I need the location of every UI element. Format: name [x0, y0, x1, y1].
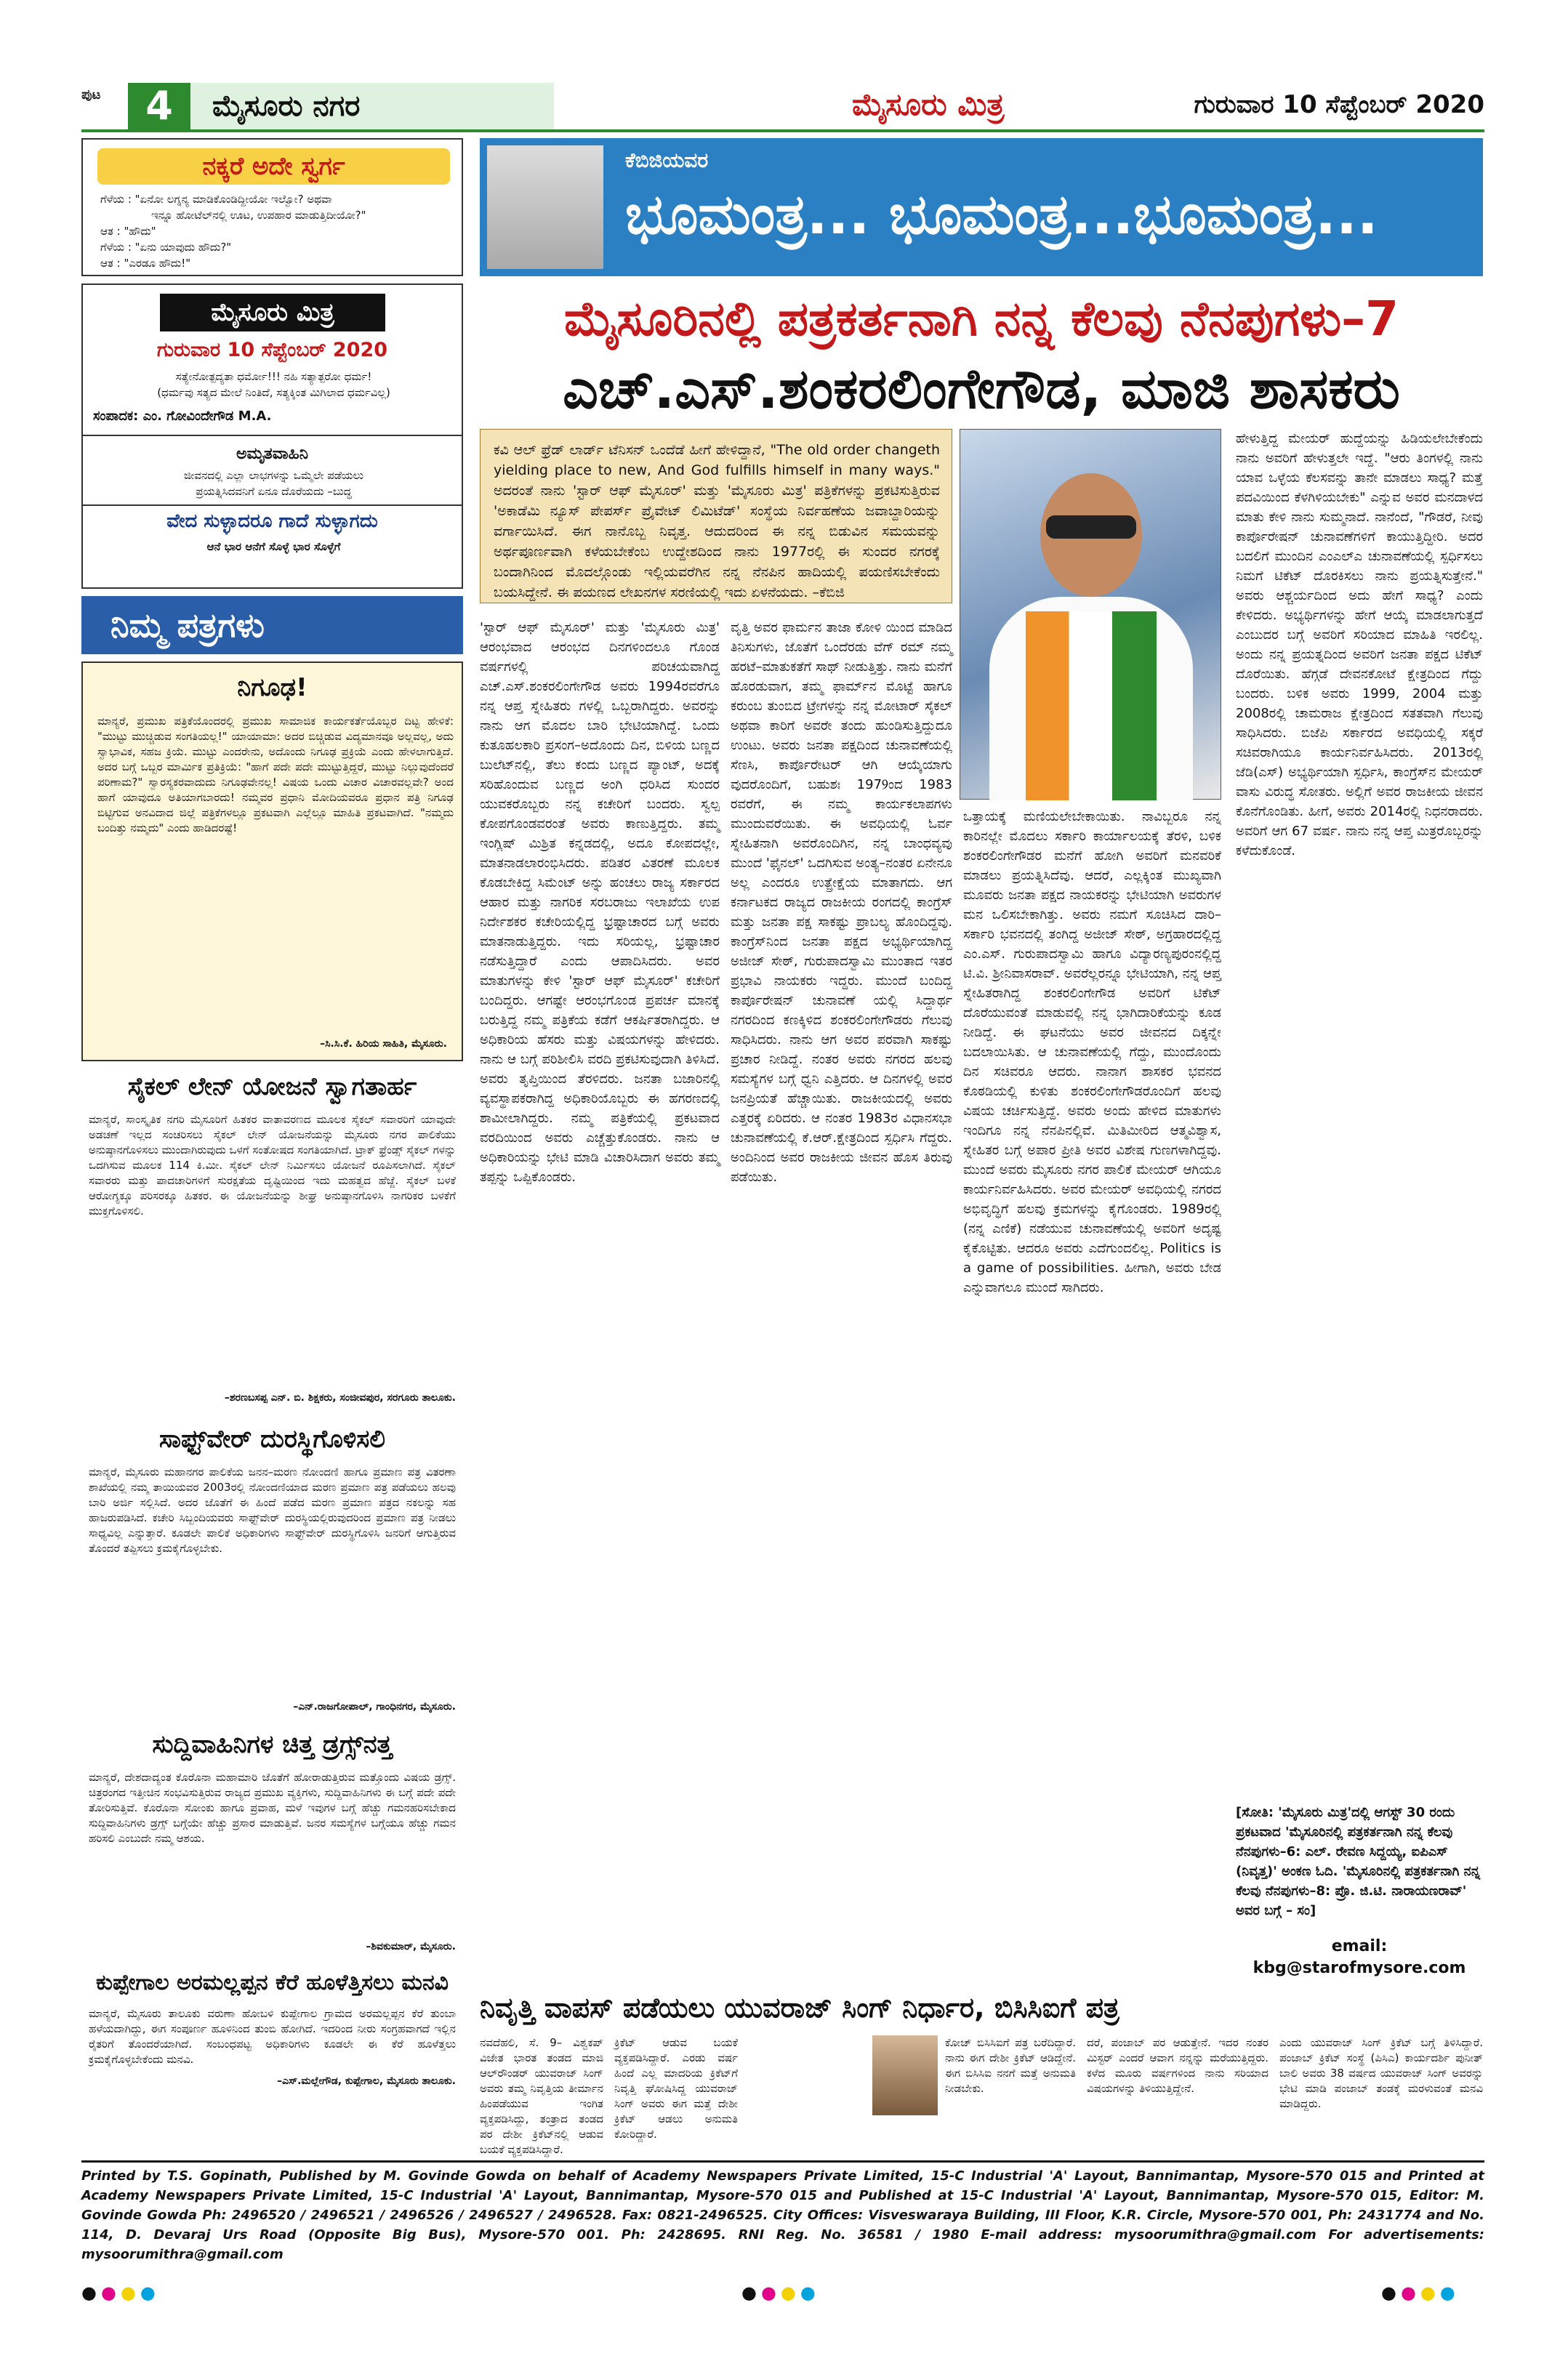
proverb-title: ವೇದ ಸುಳ್ಳಾದರೂ ಗಾದೆ ಸುಳ್ಳಾಗದು: [166, 510, 378, 532]
joke-line: ಆತ : "ಹೌದು": [100, 225, 156, 238]
page-number: 4: [128, 83, 190, 129]
page-header: [81, 83, 1484, 128]
letter-signature: –ಶಿವಕುಮಾರ್, ಮೈಸೂರು.: [366, 1941, 456, 1952]
news-headline: ನಿವೃತ್ತಿ ವಾಪಸ್ ಪಡೆಯಲು ಯುವರಾಜ್ ಸಿಂಗ್ ನಿರ್ಧಾರ, ಬಿಸಿಸಿಐಗೆ ಪತ್ರ: [480, 1992, 1119, 2024]
columnist-photo: [487, 145, 603, 269]
amrita-text: ಜೀವನದಲ್ಲಿ ಎಲ್ಲಾ ಲಾಭಗಳನ್ನು ಒಮ್ಮೆಲೇ ಪಡೆಯಲು: [183, 469, 364, 482]
header-date: ಗುರುವಾರ 10 ಸೆಪ್ಟೆಂಬರ್ 2020: [1194, 90, 1484, 119]
registration-marks: ●●●●: [1381, 2282, 1460, 2303]
letter-title: ನಿಗೂಢ!: [237, 673, 307, 702]
joke-line: ಗೆಳೆಯ : "ಏನೋ ಲಗ್ನನ್ಯ ಮಾಡಿಕೊಂಡಿದ್ದೀಯೋ ಇಲ್ವೋ? ಅಥವಾ: [100, 193, 332, 206]
letter-body: ಮಾನ್ಯರೆ, ಪ್ರಮುಖ ಪತ್ರಿಕೆಯೊಂದರಲ್ಲಿ ಪ್ರಮುಖ ಸಾಮಾಜಿಕ ಕಾರ್ಯಕರ್ತೆಯೊಬ್ಬರ ದಿಟ್ಟ ಹೇಳಿಕೆ: "ಮುಟ್ಟು ಮುಚ್ಚಿಡುವ ಸಂಗತಿಯಲ್ಲ!" ಯಾಯಾಮಾ: ಅದರ ಬಿಚ್ಚಿಡುವ ವಿದ್ಯಮಾನವೂ ಅಲ್ಲವಲ್ಲ, ಅದು ಸ್ವಾಭಾವಿಕ, ಸಹಜ ಕ್ರಿಯೆ. ಮುಟ್ಟು ಎಂದರೇನು, ಅದೊಂದು ನಿಗೂಢ ಪ್ರಕ್ರಿಯೆ ಎಂದು ಹೇಳಲಾಗುತ್ತಿದೆ. ಅದರ ಬಗ್ಗೆ ಒಬ್ಬರ ಮಾರ್ಮಿಕ ಪ್ರತಿಕ್ರಿಯೆ: "ಹಾಗೆ ಪದೇ ಪದೇ ಮುಟ್ಟುತ್ತಿದ್ದರೆ, ಮುಟ್ಟು ನಿಲ್ಲುವುದೆಂದರೆ ಪರಿಣಾಮ?" ಸ್ವಾರಸ್ಯಕರವಾದುದು ನಿಗೂಢವೇನಲ್ಲ! ವಿಷಯ ಒಂದು ವಿಚಾರ ವಿಚಾರವಲ್ಲವೇ? ಅಂದ ಹಾಗೆ ಯಾವುದೂ ಅತಿಯಾಗಬಾರದು! ನಮ್ಮವರ ಪ್ರಧಾನಿ ಮೋದಿಯವರೂ ಪ್ರಧಾನ ಪತ್ರಿ ನಿಗೂಢ ಬಿಟ್ಟಿಗುವ ಅನವಿದಾದ ಜಿಲ್ಲೆ ಪತ್ರಿಕೆಗಳಲ್ಲೂ ಪ್ರಕಟವಾಗಿ ಎಲ್ಲೆಲ್ಲೂ ಮಾಹಿತಿ ಪ್ರಕಟವಾಗಿದೆ. "ನಮ್ಮದು ಬಂದಿತ್ತು ನಮ್ಮದು" ಎಂದು ಹಾಡಿದರಷ್ಟೆ!: [97, 715, 454, 834]
letter-body: ಮಾನ್ಯರೆ, ಮೈಸೂರು ಮಹಾನಗರ ಪಾಲಿಕೆಯ ಜನನ–ಮರಣ ನೋಂದಣಿ ಹಾಗೂ ಪ್ರಮಾಣ ಪತ್ರ ವಿತರಣಾ ಶಾಖೆಯಲ್ಲಿ ನಮ್ಮ ತಾಯಿಯವರ 2003ರಲ್ಲಿ ನೋಂದಣಿಯಾದ ಮರಣ ಪ್ರಮಾಣ ಪತ್ರ ಪಡೆಯಲು ಹಲವು ಬಾರಿ ಅರ್ಜಿ ಸಲ್ಲಿಸಿದೆ. ಅದರ ಜೊತೆಗೆ ಈ ಹಿಂದೆ ಪಡೆದ ಮರಣ ಪ್ರಮಾಣ ಪತ್ರದ ನಕಲನ್ನು ಸಹ ಹಾಜರುಪಡಿಸಿದೆ. ಕಚೇರಿ ಸಿಬ್ಬಂದಿಯವರು ಸಾಫ್ಟ್‌ವೇರ್ ದುರಸ್ಥಿಯಲ್ಲಿರುವುದರಿಂದ ಪ್ರಮಾಣ ಪತ್ರ ನೀಡಲು ಸಾಧ್ಯವಿಲ್ಲ ಎನ್ನುತ್ತಾರೆ. ಕೂಡಲೇ ಪಾಲಿಕೆ ಅಧಿಕಾರಿಗಳು ಸಾಫ್ಟ್‌ವೇರ್ ದುರಸ್ಥಿಗೊಳಿಸಿ ಜನರಿಗೆ ಆಗುತ್ತಿರುವ ತೊಂದರೆ ತಪ್ಪಿಸಲು ಕ್ರಮಕೈಗೊಳ್ಳಬೇಕು.: [89, 1465, 456, 1555]
imprint-line: Printed by T.S. Gopinath, Published by M. Govinde Gowda on behalf of Academy Newspapers Private Limited, 15-C Industrial 'A' Layout, Bannimantap, Mysore-570 015 and Printed at Academy Newspapers Private Limited, 15-C Industrial 'A' Layout, Bannimantap, Mysore-570 015 and Published at 15-C Industrial 'A' Layout, Bannimantap, Mysore-570 015, Editor: M. Govinde Gowda Ph: 2496520 / 2496521 / 2496526 / 2496527 / 2496528. Fax: 0821-2496525. City Offices: Visveswaraya Building, III Floor, K.R. Circle, Mysore-570 001, Ph: 2431774 and No. 114, D. Devaraj Urs Road (Opposite Big Bus), Mysore-570 001. Ph: 2428695. RNI Reg. No. 36581 / 1980 E-mail address: mysoorumithra@gmail.com For advertisements: mysoorumithra@gmail.com: [81, 2168, 1484, 2262]
divider: [83, 504, 462, 506]
news-column: ದರೆ, ಪಂಜಾಬ್ ಪರ ಆಡುತ್ತೇನೆ. ಇದರ ನಂತರ ಮಿಸ್ಟರ್ ಎಂದರೆ ಆವಾಗ ನನ್ನನ್ನು ಮರೆಯುತ್ತಿದ್ದರು. ಕಳೆದ ಮೂರು ವರ್ಷಗಳಿಂದ ನಾನು ಸರಿಯಾದ ವಿಷಯಗಳನ್ನು ತಿಳಿಯುತ್ತಿದ್ದೇನೆ.: [1087, 2036, 1269, 2095]
registration-marks: ●●●●: [81, 2282, 160, 2303]
portrait-photo: [960, 429, 1221, 800]
masthead-name: ಮೈಸೂರು ಮಿತ್ರ: [160, 294, 385, 331]
intro-box: [480, 429, 952, 603]
letter-signature: –ಸಿ.ಸಿ.ಕೆ. ಹಿರಿಯ ಸಾಹಿತಿ, ಮೈಸೂರು.: [320, 1038, 447, 1050]
article-headline: ಮೈಸೂರಿನಲ್ಲಿ ಪತ್ರಕರ್ತನಾಗಿ ನನ್ನ ಕೆಲವು ನೆನಪುಗಳು–7: [563, 291, 1399, 347]
joke-line: ಗೆಳೆಯ : "ಏನು ಯಾವುದು ಹೌದು?": [100, 241, 232, 254]
portrait-scarf: [1026, 611, 1157, 800]
letter-body: ಮಾನ್ಯರೆ, ಮೈಸೂರು ತಾಲೂಕು ವರುಣಾ ಹೋಬಳಿ ಕುಪ್ಪೇಗಾಲ ಗ್ರಾಮದ ಅರಮಲ್ಲಪ್ಪನ ಕೆರೆ ತುಂಬಾ ಹಳೆಯದಾಗಿದ್ದು, ಈಗ ಸಂಪೂರ್ಣ ಹೂಳಿನಿಂದ ತುಂಬಿ ಹೋಗಿದೆ. ಇದರಿಂದ ನೀರು ಸಂಗ್ರಹವಾಗದೆ ಇಲ್ಲಿನ ರೈತರಿಗೆ ತೊಂದರೆಯಾಗಿದೆ. ಸಂಬಂಧಪಟ್ಟ ಅಧಿಕಾರಿಗಳು ಕೂಡಲೇ ಈ ಕೆರೆ ಹೂಳೆತ್ತಲು ಕ್ರಮಕೈಗೊಳ್ಳಬೇಕೆಂದು ಮನವಿ.: [89, 2007, 456, 2066]
letter-title: ಸುದ್ದಿವಾಹಿನಿಗಳ ಚಿತ್ತ ಡ್ರಗ್ಸ್‌ನತ್ತ: [152, 1730, 393, 1759]
news-column: ಕೋಚ್ ಬಿಸಿಸಿಐಗೆ ಪತ್ರ ಬರೆದಿದ್ದಾರೆ. ನಾನು ಈಗ ದೇಶೀ ಕ್ರಿಕೆಟ್ ಆಡಿದ್ದೇನೆ. ಈಗ ಬಿಸಿಸಿಐ ನನಗೆ ಮತ್ತೆ ಅನುಮತಿ ನೀಡಬೇಕು.: [945, 2036, 1076, 2095]
proverb-text: ಆನೆ ಭಾರ ಆನೆಗೆ ಸೊಳ್ಳೆ ಭಾರ ಸೊಳ್ಳೆಗೆ: [206, 540, 341, 553]
masthead-motto: ಸತ್ಯೇನೋತ್ಪದ್ಯತಾ ಧರ್ಮೋ!!! ನಹಿ ಸತ್ಯಾತ್ಪರೋ ಧರ್ಮ!: [175, 370, 372, 383]
news-column: ನವದೆಹಲಿ, ಸೆ. 9– ವಿಶ್ವಕಪ್ ವಿಜೇತ ಭಾರತ ತಂಡದ ಮಾಜಿ ಆಲ್‌ರೌಂಡರ್ ಯುವರಾಜ್ ಸಿಂಗ್ ಅವರು ತಮ್ಮ ನಿವೃತ್ತಿಯ ತೀರ್ಮಾನ ಹಿಂಪಡೆಯುವ ಇಂಗಿತ ವ್ಯಕ್ತಪಡಿಸಿದ್ದು, ತಂತ್ರಾದ ತಂಡದ ಪರ ದೇಶೀ ಕ್ರಿಕೆಟ್‌ನಲ್ಲಿ ಆಡುವ ಬಯಕೆ ವ್ಯಕ್ತಪಡಿಸಿದ್ದಾರೆ.: [480, 2036, 603, 2156]
joke-line: ಇನ್ನೂ ಹೋಟೆಲ್‌ನಲ್ಲಿ ಊಟ, ಉಪಹಾರ ಮಾಡುತ್ತಿದೀಯೋ?": [151, 209, 366, 222]
article-column-1: 'ಸ್ಟಾರ್ ಆಫ್ ಮೈಸೂರ್' ಮತ್ತು 'ಮೈಸೂರು ಮಿತ್ರ' ಆರಂಭವಾದ ಆರಂಭದ ದಿನಗಳಿಂದಲೂ ಗೊಂಡ ವರ್ಷಗಳಲ್ಲಿ ಪರಿಚಯವಾಗಿದ್ದ ಎಚ್.ಎಸ್.ಶಂಕರಲಿಂಗೇಗೌಡ ಅವರು 1994ರವರೆಗೂ ನನ್ನ ಆಪ್ತ ಸ್ನೇಹಿತರು ಗಳಲ್ಲಿ ಒಬ್ಬರಾಗಿದ್ದರು. ಅವರನ್ನು ನಾನು ಆಗ ಮೊದಲ ಬಾರಿ ಭೇಟಿಯಾಗಿದ್ದೆ. ಒಂದು ಕುತೂಹಲಕಾರಿ ಪ್ರಸಂಗ–ಅದೊಂದು ದಿನ, ಬಿಳಿಯ ಬಣ್ಣದ ಬುಲೆಟ್‌ನಲ್ಲಿ, ತೆಲು ಕಂದು ಬಣ್ಣದ ಪ್ಯಾಂಟ್, ಅದಕ್ಕೆ ಸರಿಹೊಂದುವ ಬಣ್ಣದ ಅಂಗಿ ಧರಿಸಿದ ಸುಂದರ ಯುವಕರೊಬ್ಬರು ನನ್ನ ಕಚೇರಿಗೆ ಬಂದರು. ಸ್ವಲ್ಪ ಕೋಪಗೊಂಡವರಂತೆ ಅವರು ಕಾಣುತ್ತಿದ್ದರು. ತಮ್ಮ ಇಂಗ್ಲಿಷ್ ಮಿಶ್ರಿತ ಕನ್ನಡದಲ್ಲಿ, ಅದೂ ಕೋಪದಲ್ಲೇ, ಮಾತನಾಡಲಾರಂಭಿಸಿದರು. ಪಡಿತರ ವಿತರಣೆ ಮೂಲಕ ಕೊಡಬೇಕಿದ್ದ ಸಿಮೆಂಟ್ ಅನ್ನು ಹಂಚಲು ರಾಜ್ಯ ಸರ್ಕಾರದ ಆಹಾರ ಮತ್ತು ನಾಗರಿಕ ಸರಬರಾಜು ಇಲಾಖೆಯ ಉಪ ನಿರ್ದೇಶಕರ ಕಚೇರಿಯಲ್ಲಿದ್ದ ಭ್ರಷ್ಟಾಚಾರದ ಬಗ್ಗೆ ಅವರು ಮಾತನಾಡುತ್ತಿದ್ದರು. ಇದು ಸರಿಯಲ್ಲ, ಭ್ರಷ್ಟಾಚಾರ ನಡೆಸುತ್ತಿದ್ದಾರೆ ಎಂದು ಆಪಾದಿಸಿದರು. ಅವರ ಮಾತುಗಳನ್ನು ಕೇಳಿ 'ಸ್ಟಾರ್ ಆಫ್ ಮೈಸೂರ್' ಕಚೇರಿಗೆ ಬಂದಿದ್ದರು. ಆಗಷ್ಟೇ ಆರಂಭಗೊಂಡ ಪ್ರಪರ್ಚ ಮಾನಕ್ಕೆ ಬರುತ್ತಿದ್ದ ನಮ್ಮ ಪತ್ರಿಕೆಯ ಕಡೆಗೆ ಆಕರ್ಷಿತರಾಗಿದ್ದರು. ಆ ಅಧಿಕಾರಿಯ ಹೆಸರು ಮತ್ತು ವಿಷಯಗಳನ್ನು ಹೇಳಿದರು. ನಾನು ಆ ಬಗ್ಗೆ ಪರಿಶೀಲಿಸಿ ವರದಿ ಪ್ರಕಟಿಸುವುದಾಗಿ ತಿಳಿಸಿದೆ. ಅವರು ತೃಪ್ತಿಯಿಂದ ತೆರಳಿದರು. ಜನತಾ ಬಜಾರಿನಲ್ಲಿ ವ್ಯವಸ್ಥಾಪಕರಾಗಿದ್ದ ಅಧಿಕಾರಿಯೊಬ್ಬರು ಈ ಹಗರಣದಲ್ಲಿ ಶಾಮೀಲಾಗಿದ್ದರು. ನಮ್ಮ ಪತ್ರಿಕೆಯಲ್ಲಿ ಪ್ರಕಟವಾದ ವರದಿಯಿಂದ ಅವರು ಎಚ್ಚೆತ್ತುಕೊಂಡರು. ನಾನು ಆ ಅಧಿಕಾರಿಯನ್ನು ಭೇಟಿ ಮಾಡಿ ವಿಚಾರಿಸಿದಾಗ ಅವರು ತಮ್ಮ ತಪ್ಪನ್ನು ಒಪ್ಪಿಕೊಂಡರು.: [480, 620, 720, 1185]
portrait-glasses: [1046, 515, 1136, 539]
editor-line: ಸಂಪಾದಕ: ಎಂ. ಗೋವಿಂದೇಗೌಡ M.A.: [93, 409, 272, 424]
letter-body: ಮಾನ್ಯರೆ, ಸಾಂಸ್ಕೃತಿಕ ನಗರಿ ಮೈಸೂರಿಗೆ ಹಿತಕರ ವಾತಾವರಣದ ಮೂಲಕ ಸೈಕಲ್ ಸವಾರರಿಗೆ ಯಾವುದೇ ಅಡಚಣೆ ಇಲ್ಲದ ಸಂಚರಿಸಲು ಸೈಕಲ್ ಲೇನ್ ಯೋಜನೆಯನ್ನು ಮೈಸೂರು ನಗರ ಪಾಲಿಕೆಯು ಅನುಷ್ಠಾನಗೊಳಿಸಲು ಮುಂದಾಗಿರುವುದು ಒಳಗೆ ಸಂತೋಷದ ಸಂಗತಿಯಾಗಿದೆ. ಟ್ರಾಕ್ ಫ್ರೆಂಡ್ಸ್ ಸೈಕಲ್ ಗಳನ್ನು ಒದಗಿಸುವ ಮೂಲಕ 114 ಕಿ.ಮೀ. ಸೈಕಲ್ ಲೇನ್ ನಿರ್ಮಿಸಲು ಯೋಜನೆ ರೂಪಿಸಲಾಗಿದೆ. ಸೈಕಲ್ ಸವಾರರು ಮತ್ತು ಪಾದಚಾರಿಗಳಿಗೆ ಸುರಕ್ಷತೆಯ ದೃಷ್ಟಿಯಿಂದ ಇದು ಮಹತ್ವದ ಹೆಜ್ಜೆ. ಸೈಕಲ್ ಬಳಕೆ ಆರೋಗ್ಯಕ್ಕೂ ಪರಿಸರಕ್ಕೂ ಹಿತಕರ. ಈ ಯೋಜನೆಯನ್ನು ಶೀಘ್ರ ಅನುಷ್ಠಾನಗೊಳಿಸಿ ನಾಗರಿಕರ ಬಳಕೆಗೆ ಮುಕ್ತಗೊಳಿಸಲಿ.: [89, 1113, 456, 1218]
letter-signature: –ಎಸ್.ಮಲ್ಲೇಗೌಡ, ಕುಪ್ಪೇಗಾಲ, ಮೈಸೂರು ತಾಲೂಕು.: [277, 2075, 456, 2087]
letter-box: [81, 661, 463, 1061]
email-label: email:: [1331, 1937, 1388, 1955]
masthead-box: [81, 283, 463, 589]
amrita-text: ಪ್ರಯತ್ನಿಸಿದವನಿಗೆ ಏನೂ ದೊರೆಯದು –ಬುದ್ಧ: [196, 485, 352, 498]
article-column-2: ವೃತ್ತಿ ಅವರ ಫಾರ್ಮನ ತಾಜಾ ಕೋಳಿ ಯಿಂದ ಮಾಡಿದ ತಿನಿಸುಗಳು, ಜೊತೆಗೆ ಒಂದೆರಡು ವೆಗ್ ರಮ್ ನಮ್ಮ ಹರಟೆ–ಮಾತುಕತೆಗೆ ಸಾಥ್ ನೀಡುತ್ತಿತ್ತು. ನಾನು ಮನೆಗೆ ಹೊರಡುವಾಗ, ತಮ್ಮ ಫಾರ್ಮ್‌ನ ಮೊಟ್ಟೆ ಹಾಗೂ ಕರುಂಬ ತುಂಬಿದ ಟ್ರೇಗಳನ್ನು ನನ್ನ ಮೋಟಾರ್ ಸೈಕಲ್ ಅಥವಾ ಕಾರಿಗೆ ಅವರೇ ತಂದು ಹುಂಡಿಸುತ್ತಿದ್ದುದೂ ಉಂಟು. ಅವರು ಜನತಾ ಪಕ್ಷದಿಂದ ಚುನಾವಣೆಯಲ್ಲಿ ಸೆಣಸಿ, ಕಾರ್ಪೊರೇಟರ್ ಆಗಿ ಆಯ್ಕೆಯಾಗು ವುದರೊಂದಿಗೆ, ಬಹುಶಃ 1979ಂದ 1983 ರವರೆಗೆ, ಈ ನಮ್ಮ ಕಾರ್ಯಕಲಾಪಗಳು ಮುಂದುವರೆಯಿತು. ಈ ಅವಧಿಯಲ್ಲಿ ಓರ್ವ ಸ್ನೇಹಿತನಾಗಿ ಅವರೊಂದಿಗಿನ, ನನ್ನ ಬಾಂಧವ್ಯವು ಮುಂದೆ 'ಫೈನಲ್' ಒದಗಿಸುವ ಅಂತ್ಯ–ನಂತರ ಏನೇನೂ ಅಲ್ಲ ಎಂದರೂ ಉತ್ಪ್ರೇಕ್ಷೆಯ ಮಾತಾಗದು. ಆಗ ಕರ್ನಾಟಕದ ರಾಜ್ಯದ ರಾಜಕೀಯ ರಂಗದಲ್ಲಿ ಕಾಂಗ್ರೆಸ್ ಮತ್ತು ಜನತಾ ಪಕ್ಷ ಸಾಕಷ್ಟು ಪ್ರಾಬಲ್ಯ ಹೊಂದಿದ್ದವು. ಕಾಂಗ್ರೆಸ್‌ನಿಂದ ಜನತಾ ಪಕ್ಷದ ಅಭ್ಯರ್ಥಿಯಾಗಿದ್ದ ಅಜೀಜ್ ಸೇಠ್, ಗುರುಪಾದಸ್ವಾಮಿ ಮುಂತಾದ ಇತರ ಪ್ರಭಾವಿ ನಾಯಕರು ಇದ್ದರು. ಮುಂದೆ ಬಂದಿದ್ದ ಕಾರ್ಪೊರೇಷನ್ ಚುನಾವಣೆ ಯಲ್ಲಿ ಸಿದ್ದಾರ್ಥ ನಗರದಿಂದ ಕಣಕ್ಕಿಳಿದ ಶಂಕರಲಿಂಗೇಗೌಡರು ಗೆಲುವು ಸಾಧಿಸಿದರು. ನಾನು ಆಗ ಅವರ ಪರವಾಗಿ ಸಾಕಷ್ಟು ಪ್ರಚಾರ ನೀಡಿದ್ದೆ. ನಂತರ ಅವರು ನಗರದ ಹಲವು ಸಮಸ್ಯೆಗಳ ಬಗ್ಗೆ ಧ್ವನಿ ಎತ್ತಿದರು. ಆ ದಿನಗಳಲ್ಲಿ ಅವರ ಜನಪ್ರಿಯತೆ ಹೆಚ್ಚಾಯಿತು. ರಾಜಕೀಯದಲ್ಲಿ ಅವರು ಎತ್ತರಕ್ಕೆ ಏರಿದರು. ಆ ನಂತರ 1983ರ ವಿಧಾನಸಭಾ ಚುನಾವಣೆಯಲ್ಲಿ ಕೆ.ಆರ್.ಕ್ಷೇತ್ರದಿಂದ ಸ್ಪರ್ಧಿಸಿ ಗೆದ್ದರು. ಅಂದಿನಿಂದ ಅವರ ರಾಜಕೀಯ ಜೀವನ ಹೊಸ ತಿರುವು ಪಡೆಯಿತು.: [731, 620, 952, 1185]
letter-signature: –ಎನ್.ರಾಜಗೋಪಾಲ್, ಗಾಂಧಿನಗರ, ಮೈಸೂರು.: [293, 1701, 456, 1713]
article-subheadline: ಎಚ್.ಎಸ್.ಶಂಕರಲಿಂಗೇಗೌಡ, ಮಾಜಿ ಶಾಸಕರು: [563, 356, 1400, 421]
column-kicker: ಕೆಬಿಜಿಯವರ: [625, 148, 709, 172]
article-column-4: ಹೇಳುತ್ತಿದ್ದ ಮೇಯರ್ ಹುದ್ದೆಯನ್ನು ಹಿಡಿಯಲೇಬೇಕೆಂದು ನಾನು ಅವರಿಗೆ ಹೇಳುತ್ತಲೇ ಇದ್ದೆ. "ಆರು ತಿಂಗಳಲ್ಲಿ ನಾನು ಯಾವ ಒಳ್ಳೆಯ ಕೆಲಸವನ್ನು ತಾನೇ ಮಾಡಲು ಸಾಧ್ಯ? ಮತ್ತೆ ಪದವಿಯಿಂದ ಕೆಳಗಿಳಿಯಬೇಕು" ಎನ್ನುವ ಅವರ ಮನದಾಳದ ಮಾತು ಕೇಳಿ ನಾನು ಸುಮ್ಮನಾದೆ. ನಾನೆಂದೆ, "ಗೌಡರೆ, ನೀವು ಕಾರ್ಪೊರೇಷನ್ ಚುನಾವಣೆಗಳಿಗೆ ಕಾಯುತ್ತಿದ್ದೀರಿ. ಅದರ ಬದಲಿಗೆ ಮುಂದಿನ ಎಂಎಲ್ಎ ಚುನಾವಣೆಯಲ್ಲಿ ಸ್ಪರ್ಧಿಸಲು ನಿಮಗೆ ಟಿಕೆಟ್ ದೊರಕಿಸಲು ನಾನು ಪ್ರಯತ್ನಿಸುತ್ತೇನೆ." ಅವರು ಆಶ್ಚರ್ಯದಿಂದ ಅದು ಹೇಗೆ ಸಾಧ್ಯ? ಎಂದು ಕೇಳಿದರು. ಅಭ್ಯರ್ಥಿಗಳನ್ನು ಹೇಗೆ ಆಯ್ಕೆ ಮಾಡಲಾಗುತ್ತದೆ ಎಂಬುದರ ಬಗ್ಗೆ ಅವರಿಗೆ ಸರಿಯಾದ ಮಾಹಿತಿ ಇರಲಿಲ್ಲ. ಅಂದು ನನ್ನ ಪ್ರಯತ್ನದಿಂದ ಅವರಿಗೆ ಜನತಾ ಪಕ್ಷದ ಟಿಕೆಟ್ ದೊರೆಯಿತು. ಹೆಗ್ಗಡೆ ದೇವನಕೋಟೆ ಕ್ಷೇತ್ರದಿಂದ ಗೆದ್ದು ಬಂದರು. ಬಳಿಕ ಅವರು 1999, 2004 ಮತ್ತು 2008ರಲ್ಲಿ ಚಾಮರಾಜ ಕ್ಷೇತ್ರದಿಂದ ಸತತವಾಗಿ ಗೆಲುವು ಸಾಧಿಸಿದರು. ಬಿಜೆಪಿ ಸರ್ಕಾರದ ಅವಧಿಯಲ್ಲಿ ಸಕ್ಕರೆ ಸಚಿವರಾಗಿಯೂ ಕಾರ್ಯನಿರ್ವಹಿಸಿದರು. 2013ರಲ್ಲಿ ಜೆಡಿ(ಎಸ್) ಅಭ್ಯರ್ಥಿಯಾಗಿ ಸ್ಪರ್ಧಿಸಿ, ಕಾಂಗ್ರೆಸ್‌ನ ಮೇಯರ್ ವಾಸು ವಿರುದ್ಧ ಸೋತರು. ಅಲ್ಲಿಗೆ ಅವರ ರಾಜಕೀಯ ಜೀವನ ಕೊನೆಗೊಂಡಿತು. ಹೀಗೆ, ಅವರು 2014ರಲ್ಲಿ ನಿಧನರಾದರು. ಅವರಿಗೆ ಆಗ 67 ವರ್ಷ. ನಾನು ನನ್ನ ಆಪ್ತ ಮಿತ್ರರೊಬ್ಬರನ್ನು ಕಳೆದುಕೊಂಡೆ.: [1236, 431, 1483, 858]
email-link[interactable]: kbg@starofmysore.com: [1253, 1959, 1466, 1977]
imprint-divider: [81, 2160, 1484, 2163]
letter-body: ಮಾನ್ಯರೆ, ದೇಶದಾದ್ಯಂತ ಕೊರೊನಾ ಮಹಾಮಾರಿ ಜೊತೆಗೆ ಹೋರಾಡುತ್ತಿರುವ ಮತ್ತೊಂದು ವಿಷಯ ಡ್ರಗ್ಸ್. ಚಿತ್ರರಂಗದ ಇತ್ತೀಚಿನ ಸಂಭವಿಸುತ್ತಿರುವ ರಾಜ್ಯದ ಪ್ರಮುಖ ವ್ಯಕ್ತಿಗಳು, ಸುದ್ದಿವಾಹಿನಿಗಳು ಈ ಬಗ್ಗೆ ಪದೇ ಪದೇ ತೋರಿಸುತ್ತಿವೆ. ಕೊರೊನಾ ಸೋಂಕು ಹಾಗೂ ಪ್ರವಾಹ, ಮಳೆ ಇವುಗಳ ಬಗ್ಗೆ ಹೆಚ್ಚು ಗಮನಹರಿಸಬೇಕಾದ ಸುದ್ದಿವಾಹಿನಿಗಳು ಡ್ರಗ್ಸ್ ಬಗ್ಗೆಯೇ ಹೆಚ್ಚು ಪ್ರಸಾರ ಮಾಡುತ್ತಿವೆ. ಜನರ ಸಮಸ್ಯೆಗಳ ಬಗ್ಗೆಯೂ ಹೆಚ್ಚು ಗಮನ ಹರಿಸಲಿ ಎಂಬುದೇ ನಮ್ಮ ಆಶಯ.: [89, 1771, 456, 1845]
section-title: ಮೈಸೂರು ನಗರ: [190, 83, 554, 129]
news-photo: [872, 2035, 938, 2115]
header-divider: [81, 129, 1484, 132]
joke-title: ನಕ್ಕರೆ ಅದೇ ಸ್ವರ್ಗ: [97, 148, 450, 185]
article-column-3: ಒತ್ತಾಯಕ್ಕೆ ಮಣಿಯಲೇಬೇಕಾಯಿತು. ನಾವಿಬ್ಬರೂ ನನ್ನ ಕಾರಿನಲ್ಲೇ ಮೊದಲು ಸರ್ಕಾರಿ ಕಾರ್ಯಾಲಯಕ್ಕೆ ತೆರಳಿ, ಬಳಿಕ ಶಂಕರಲಿಂಗೇಗೌಡರ ಮನೆಗೆ ಹೋಗಿ ಅವರಿಗೆ ಮನವರಿಕೆ ಮಾಡಲು ಪ್ರಯತ್ನಿಸಿದೆವು. ಆದರೆ, ಎಲ್ಲಕ್ಕಿಂತ ಮುಖ್ಯವಾಗಿ ಮೂವರು ಜನತಾ ಪಕ್ಷದ ನಾಯಕರನ್ನು ಭೇಟಿಯಾಗಿ ಅವರುಗಳ ಮನ ಒಲಿಸಬೇಕಾಗಿತ್ತು. ಅವರು ನಮಗೆ ಸೂಚಿಸಿದ ದಾರಿ–ಸರ್ಕಾರಿ ಭವನದಲ್ಲಿ ತಂಗಿದ್ದ ಅಜೀಜ್ ಸೇಠ್, ಅಗ್ರಹಾರದಲ್ಲಿದ್ದ ಎಂ.ಎಸ್. ಗುರುಪಾದಸ್ವಾಮಿ ಹಾಗೂ ವಿದ್ಯಾರಣ್ಯಪುರಂನಲ್ಲಿದ್ದ ಟಿ.ವಿ. ಶ್ರೀನಿವಾಸರಾವ್. ಅವರೆಲ್ಲರನ್ನೂ ಭೇಟಿಯಾಗಿ, ನನ್ನ ಆಪ್ತ ಸ್ನೇಹಿತರಾಗಿದ್ದ ಶಂಕರಲಿಂಗೇಗೌಡ ಅವರಿಗೆ ಟಿಕೆಟ್ ದೊರೆಯುವಂತೆ ಮಾಡುವಲ್ಲಿ ನನ್ನ ಭಾಗಿದಾರಿಕೆಯನ್ನು ಕೂಡ ನೀಡಿದ್ದೆ. ಈ ಘಟನೆಯು ಅವರ ಜೀವನದ ದಿಕ್ಕನ್ನೇ ಬದಲಾಯಿಸಿತು. ಆ ಚುನಾವಣೆಯಲ್ಲಿ ಗೆದ್ದು, ಮುಂದೊಂದು ದಿನ ಸಚಿವರೂ ಆದರು. ನಾನಾಗ ಶಾಸಕರ ಭವನದ ಕೊಠಡಿಯಲ್ಲಿ ಕುಳಿತು ಶಂಕರಲಿಂಗೇಗೌಡರೊಂದಿಗೆ ಹಲವು ವಿಷಯ ಚರ್ಚಿಸುತ್ತಿದ್ದೆ. ಅವರು ಅಂದು ಹೇಳಿದ ಮಾತುಗಳು ಇಂದಿಗೂ ನನ್ನ ನೆನಪಿನಲ್ಲಿವೆ. ಮಿತಿಮೀರಿದ ಆತ್ಮವಿಶ್ವಾಸ, ಸ್ನೇಹಿತರ ಬಗ್ಗೆ ಅಪಾರ ಪ್ರೀತಿ ಅವರ ವಿಶೇಷ ಗುಣಗಳಾಗಿದ್ದವು. ಮುಂದೆ ಅವರು ಮೈಸೂರು ನಗರ ಪಾಲಿಕೆ ಮೇಯರ್ ಆಗಿಯೂ ಕಾರ್ಯನಿರ್ವಹಿಸಿದರು. ಅವರ ಮೇಯರ್ ಅವಧಿಯಲ್ಲಿ ನಗರದ ಅಭಿವೃದ್ಧಿಗೆ ಹಲವು ಕ್ರಮಗಳನ್ನು ಕೈಗೊಂಡರು. 1989ರಲ್ಲಿ (ನನ್ನ ಎಣಿಕೆ) ನಡೆಯುವ ಚುನಾವಣೆಯಲ್ಲಿ ಅವರಿಗೆ ಅದೃಷ್ಟ ಕೈಕೊಟ್ಟಿತು. ಆದರೂ ಅವರು ಎದೆಗುಂದಲಿಲ್ಲ. Politics is a game of possibilities. ಹೀಗಾಗಿ, ಅವರು ಬೇಡ ಎನ್ನುವಾಗಲೂ ಮುಂದೆ ಸಾಗಿದರು.: [963, 809, 1221, 1295]
source-note: [ಸೋತಿ: 'ಮೈಸೂರು ಮಿತ್ರ'ದಲ್ಲಿ ಆಗಸ್ಟ್ 30 ರಂದು ಪ್ರಕಟವಾದ 'ಮೈಸೂರಿನಲ್ಲಿ ಪತ್ರಕರ್ತನಾಗಿ ನನ್ನ ಕೆಲವು ನೆನಪುಗಳು–6: ಎಲ್. ರೇವಣ ಸಿದ್ದಯ್ಯ, ಐಪಿಎಸ್ (ನಿವೃತ್ತ)' ಅಂಕಣ ಓದಿ. 'ಮೈಸೂರಿನಲ್ಲಿ ಪತ್ರಕರ್ತನಾಗಿ ನನ್ನ ಕೆಲವು ನೆನಪುಗಳು–8: ಪ್ರೊ. ಜಿ.ಟಿ. ನಾರಾಯಣರಾವ್' ಅವರ ಬಗ್ಗೆ – ಸಂ]: [1236, 1805, 1481, 1918]
masthead-logo: ಮೈಸೂರು ಮಿತ್ರ: [852, 87, 1005, 122]
news-column: ಎಂದು ಯುವರಾಜ್ ಸಿಂಗ್ ಕ್ರಿಕೆಟ್ ಬಗ್ಗೆ ತಿಳಿಸಿದ್ದಾರೆ. ಪಂಜಾಬ್ ಕ್ರಿಕೆಟ್ ಸಂಸ್ಥೆ (ಪಿಸಿಎ) ಕಾರ್ಯದರ್ಶಿ ಪುನೀತ್ ಬಾಲಿ ಅವರು 38 ವರ್ಷದ ಯುವರಾಜ್ ಸಿಂಗ್ ಅವರನ್ನು ಭೇಟಿ ಮಾಡಿ ಪಂಜಾಬ್ ತಂಡಕ್ಕೆ ಮರಳುವಂತೆ ಮನವಿ ಮಾಡಿದ್ದರು.: [1279, 2036, 1483, 2110]
letter-title: ಸಾಫ್ಟ್‌ವೇರ್ ದುರಸ್ಥಿಗೊಳಿಸಲಿ: [158, 1425, 386, 1454]
letter-title: ಕುಪ್ಪೇಗಾಲ ಅರಮಲ್ಲಪ್ಪನ ಕೆರೆ ಹೂಳೆತ್ತಿಸಲು ಮನವಿ: [96, 1970, 449, 1995]
intro-text: ಕವಿ ಆಲ್ ಫ್ರೆಡ್ ಲಾರ್ಡ್ ಟೆನಿಸನ್ ಒಂದೆಡೆ ಹೀಗೆ ಹೇಳಿದ್ದಾನೆ, "The old order changeth yielding place to new, And God fulfills himself in many ways." ಅದರಂತೆ ನಾನು 'ಸ್ಟಾರ್ ಆಫ್ ಮೈಸೂರ್' ಮತ್ತು 'ಮೈಸೂರು ಮಿತ್ರ' ಪತ್ರಿಕೆಗಳನ್ನು ಪ್ರಕಟಿಸುತ್ತಿರುವ 'ಅಕಾಡೆಮಿ ನ್ಯೂಸ್ ಪೇಪರ್ಸ್ ಪ್ರೈವೇಟ್ ಲಿಮಿಟೆಡ್' ಸಂಸ್ಥೆಯ ನಿರ್ವಹಣೆಯ ಜವಾಬ್ದಾರಿಯನ್ನು ವರ್ಗಾಯಿಸಿದೆ. ಈಗ ನಾನೊಬ್ಬ ನಿವೃತ್ತ. ಆದುದರಿಂದ ಈ ನನ್ನ ಬಿಡುವಿನ ಸಮಯವನ್ನು ಅರ್ಥಪೂರ್ಣವಾಗಿ ಕಳೆಯಬೇಕೆಂಬ ಉದ್ದೇಶದಿಂದ ನಾನು 1977ರಲ್ಲಿ ಈ ಸುಂದರ ನಗರಕ್ಕೆ ಬಂದಾಗಿನಿಂದ ಮೊದಲ್ಗೊಂಡು ಇಲ್ಲಿಯವರೆಗಿನ ನನ್ನ ನೆನಪಿನ ಹಾದಿಯಲ್ಲಿ ಪಯಣಿಸಬೇಕೆಂದು ಬಯಸಿದ್ದೇನೆ. ಈ ಪಯಣದ ಲೇಖನಗಳ ಸರಣಿಯಲ್ಲಿ ಇದು ಏಳನೆಯದು. –ಕೆಬಿಜಿ: [494, 442, 940, 600]
page-label: ಪುಟ: [81, 87, 101, 102]
masthead-motto-translation: (ಧರ್ಮವು ಸತ್ಯದ ಮೇಲೆ ನಿಂತಿದೆ, ಸತ್ಯಕ್ಕಿಂತ ಮಿಗಿಲಾದ ಧರ್ಮವಿಲ್ಲ): [157, 386, 390, 399]
joke-box: [81, 138, 463, 276]
amrita-title: ಅಮೃತವಾಹಿನಿ: [236, 445, 308, 463]
masthead-date: ಗುರುವಾರ 10 ಸೆಪ್ಟೆಂಬರ್ 2020: [156, 339, 388, 361]
letters-banner: ನಿಮ್ಮ ಪತ್ರಗಳು: [81, 596, 463, 654]
column-banner: [480, 138, 1483, 276]
registration-marks: ●●●●: [741, 2282, 820, 2303]
letter-signature: –ಶರಣಬಸಪ್ಪ ಎನ್. ಬಿ. ಶಿಕ್ಷಕರು, ಸಂಜೀವಪುರ, ಸರಗೂರು ತಾಲೂಕು.: [224, 1392, 456, 1404]
divider: [83, 435, 462, 436]
news-column: ಕ್ರಿಕೆಟ್ ಆಡುವ ಬಯಕೆ ವ್ಯಕ್ತಪಡಿಸಿದ್ದಾರೆ. ಎರಡು ವರ್ಷ ಹಿಂದೆ ಎಲ್ಲ ಮಾದರಿಯ ಕ್ರಿಕೆಟ್‌ಗೆ ನಿವೃತ್ತಿ ಘೋಷಿಸಿದ್ದ ಯುವರಾಜ್ ಸಿಂಗ್ ಅವರು ಈಗ ಮತ್ತೆ ದೇಶೀ ಕ್ರಿಕೆಟ್ ಆಡಲು ಅನುಮತಿ ಕೋರಿದ್ದಾರೆ.: [614, 2036, 738, 2141]
letter-title: ಸೈಕಲ್ ಲೇನ್ ಯೋಜನೆ ಸ್ವಾಗತಾರ್ಹ: [127, 1072, 417, 1101]
left-column: [81, 138, 463, 2101]
column-title: ಭೂಮಂತ್ರ... ಭೂಮಂತ್ರ...ಭೂಮಂತ್ರ...: [625, 182, 1378, 246]
joke-line: ಆತ : "ಎರಡೂ ಹೌದು!": [100, 257, 191, 270]
